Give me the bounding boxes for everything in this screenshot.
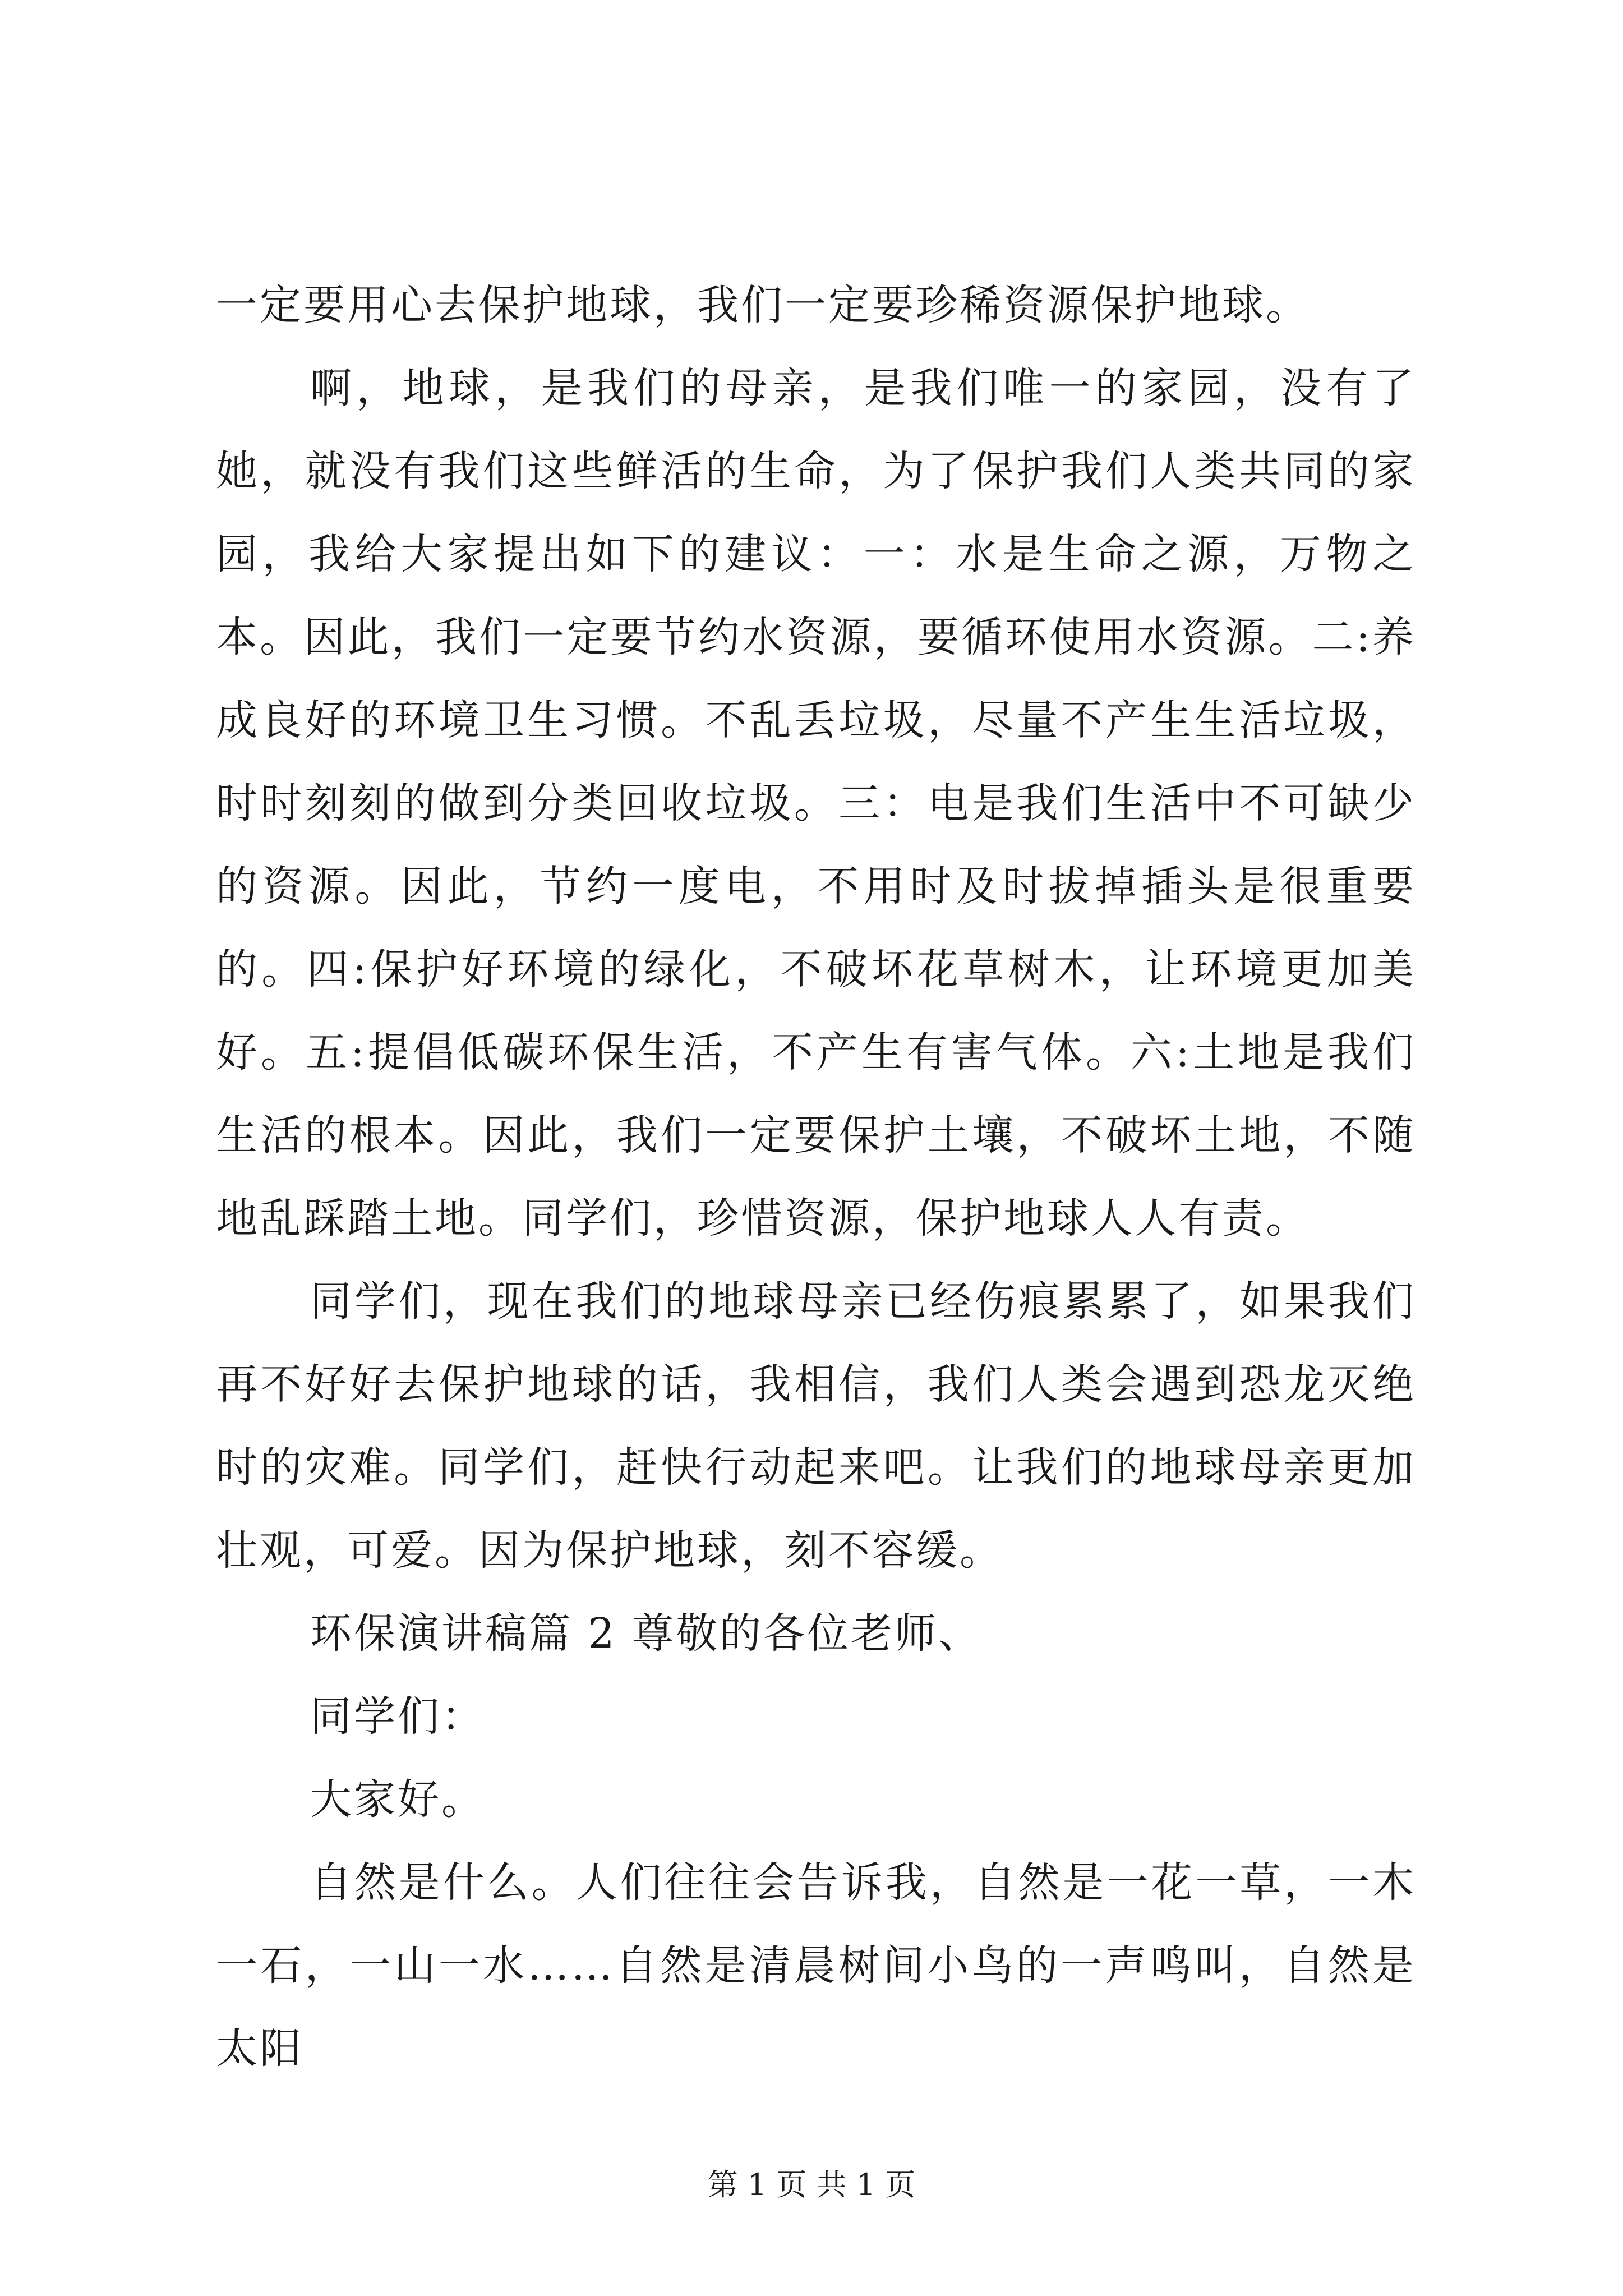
paragraph-2: 啊，地球，是我们的母亲，是我们唯一的家园，没有了她，就没有我们这些鲜活的生命，为了保护我们人类共同的家园，我给大家提出如下的建议：一：水是生命之源，万物之本。因此，我们一定要节约水资源，要循环使用水资源。二:养成良好的环境卫生习惯。不乱丢垃圾，尽量不产生生活垃圾，时时刻刻的做到分类回收垃圾。三：电是我们生活中不可缺少的资源。因此，节约一度电，不用时及时拔掉插头是很重要的。四:保护好环境的绿化，不破坏花草树木，让环境更加美好。五:提倡低碳环保生活，不产生有害气体。六:土地是我们生活的根本。因此，我们一定要保护土壤，不破坏土地，不随地乱踩踏土地。同学们，珍惜资源，保护地球人人有责。 [216,364,1416,1243]
paragraph-6: 大家好。 [310,1775,485,1824]
paragraph-3: 同学们，现在我们的地球母亲已经伤痕累累了，如果我们再不好好去保护地球的话，我相信，我们人类会遇到恐龙灭绝时的灾难。同学们，赶快行动起来吧。让我们的地球母亲更加壮观，可爱。因为保护地球，刻不容缓。 [216,1277,1416,1575]
paragraph-7: 自然是什么。人们往往会告诉我，自然是一花一草，一木一石，一山一水……自然是清晨树间小鸟的一声鸣叫，自然是太阳 [216,1858,1416,2073]
paragraph-5: 同学们： [310,1692,485,1741]
document-body [216,264,1416,2090]
paragraph-1: 一定要用心去保护地球，我们一定要珍稀资源保护地球。 [216,281,1310,329]
page-footer: 第 1 页 共 1 页 [707,2167,916,2202]
paragraph-4: 环保演讲稿篇 2 尊敬的各位老师、 [310,1609,983,1658]
